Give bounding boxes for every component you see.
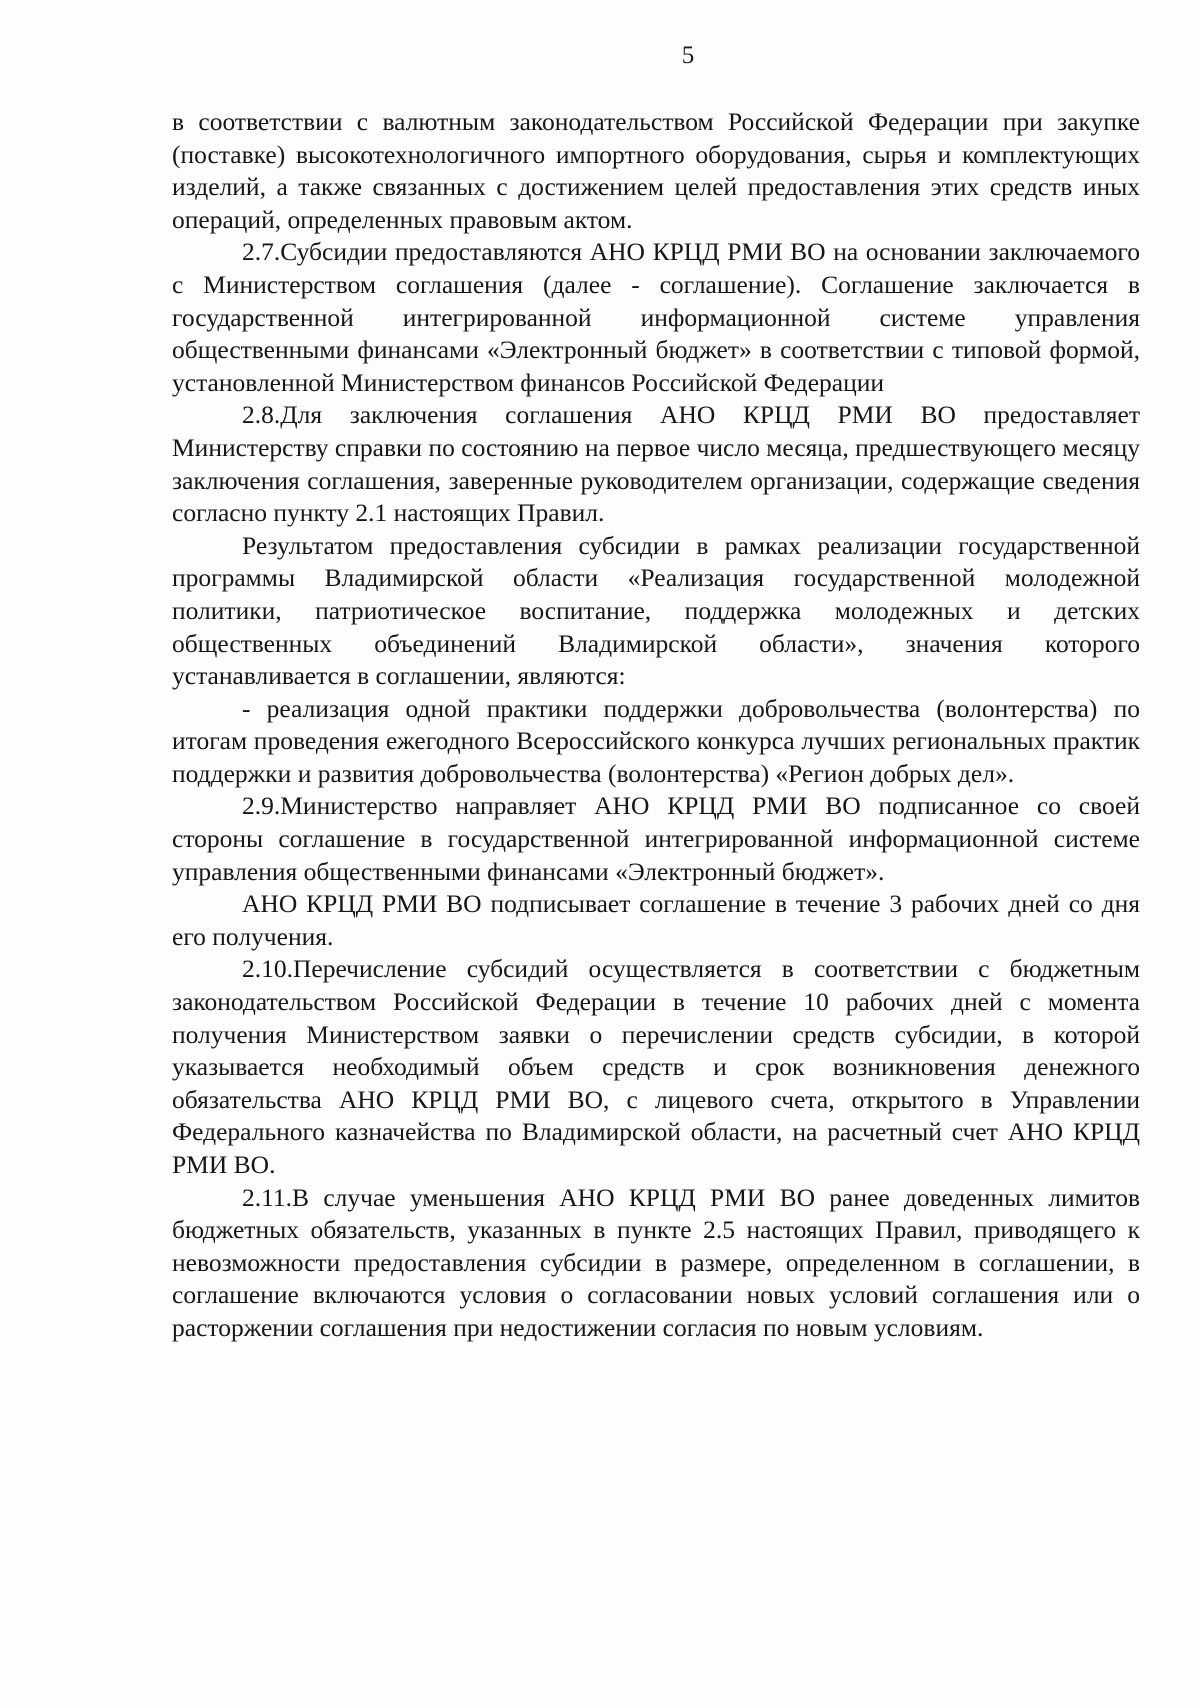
paragraph-2-11: 2.11.В случае уменьшения АНО КРЦД РМИ ВО ранее доведенных лимитов бюджетных обязательств, указанных в пункте 2.5 настоящих Правил, приводящего к невозможности предоставления субсидии в размере, определенном в соглашении, в соглашение включаются условия о согласовании новых условий соглашения или о расторжении соглашения при недостижении согласия по новым условиям. bbox=[172, 1182, 1140, 1342]
paragraph-2-10: 2.10.Перечисление субсидий осуществляется в соответствии с бюджетным законодательством Российской Федерации в течение 10 рабочих дней с момента получения Министерством заявки о перечислении средств субсидии, в которой указывается необходимый объем средств и срок возникновения денежного обязательства АНО КРЦД РМИ ВО, с лицевого счета, открытого в Управлении Федерального казначейства по Владимирской области, на расчетный счет АНО КРЦД РМИ ВО. bbox=[172, 954, 1140, 1179]
paragraph-result: Результатом предоставления субсидии в рамках реализации государственной программы Владимирской области «Реализация государственной молодежной политики, патриотическое воспитание, поддержка молодежных и детских общественных объединений Владимирской области», значения которого устанавливается в соглашении, являются: bbox=[172, 530, 1140, 691]
paragraph-2-7: 2.7.Субсидии предоставляются АНО КРЦД РМИ ВО на основании заключаемого с Министерством соглашения (далее - соглашение). Соглашение заключается в государственной интегрированной информационной системе управления общественными финансами «Электронный бюджет» в соответствии с типовой формой, установленной Министерством финансов Российской Федерации bbox=[172, 237, 1140, 397]
paragraph-continuation: в соответствии с валютным законодательством Российской Федерации при закупке (поставке) высокотехнологичного импортного оборудования, сырья и комплектующих изделий, а также связанных с достижением целей предоставления этих средств иных операций, определенных правовым актом. bbox=[172, 107, 1140, 234]
paragraph-result-item: - реализация одной практики поддержки добровольчества (волонтерства) по итогам проведения ежегодного Всероссийского конкурса лучших региональных практик поддержки и развития добровольчества (волонтерства) «Регион добрых дел». bbox=[172, 693, 1140, 788]
paragraph-signing: АНО КРЦД РМИ ВО подписывает соглашение в течение 3 рабочих дней со дня его получения. bbox=[172, 889, 1140, 951]
document-body bbox=[172, 106, 1140, 1345]
page-number: 5 bbox=[681, 42, 695, 69]
paragraph-2-8: 2.8.Для заключения соглашения АНО КРЦД РМИ ВО предоставляет Министерству справки по состоянию на первое число месяца, предшествующего месяцу заключения соглашения, заверенные руководителем организации, содержащие сведения согласно пункту 2.1 настоящих Правил. bbox=[172, 400, 1140, 528]
paragraph-2-9: 2.9.Министерство направляет АНО КРЦД РМИ ВО подписанное со своей стороны соглашение в государственной интегрированной информационной системе управления общественными финансами «Электронный бюджет». bbox=[172, 791, 1140, 886]
